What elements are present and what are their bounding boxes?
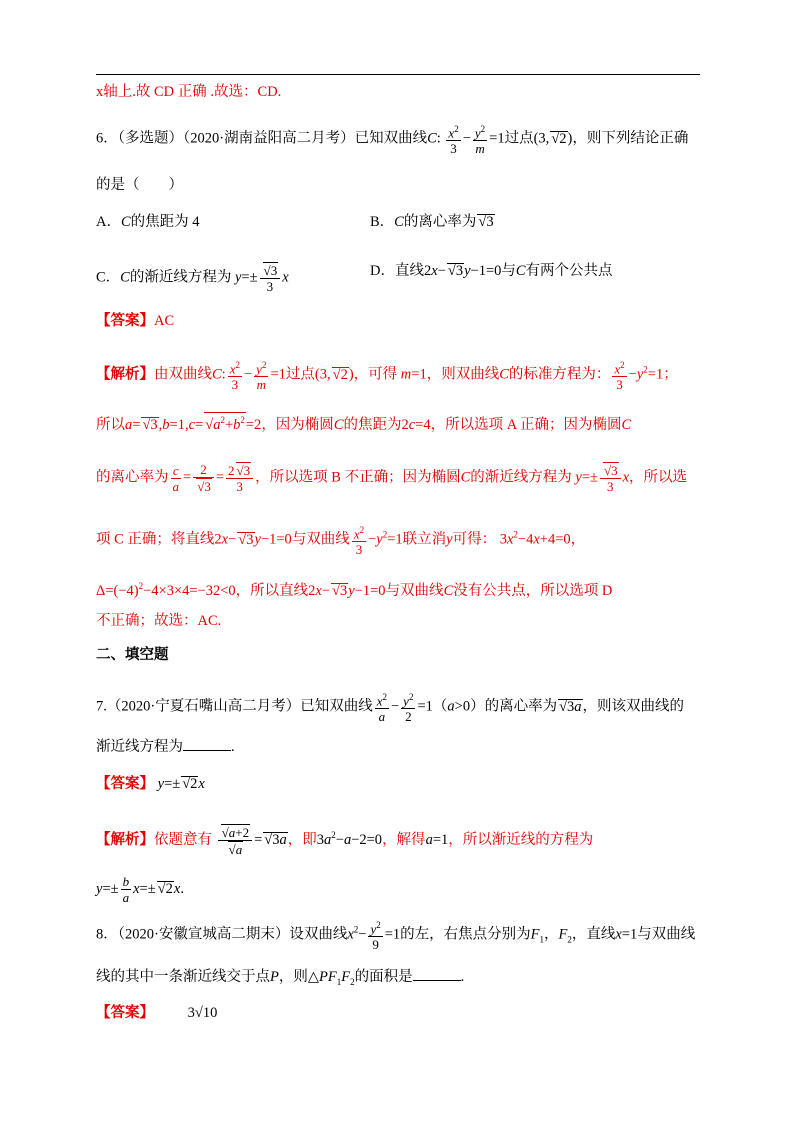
fraction: $\frac{x^2}{3}$ (448, 124, 459, 157)
q8-stem: 8．（2020·安徽宣城高二期末）设双曲线 (96, 926, 348, 943)
answer-8 (96, 1004, 217, 1022)
sol6-text: 由双曲线 (154, 366, 212, 383)
q8-text: ，则 (278, 969, 308, 985)
solution-6-line-3: 的离心率为 $\frac{c}{a}$ = 2 √ 3 = $\frac{2√ 3}{3}$ ，所以选项 B 不正确；因为椭圆C的渐近线方程为 y=± √ $\frac{3}{3}$ x，所以选 (96, 462, 687, 494)
q7-text: ）的离心率为 (470, 698, 558, 715)
option-d: D．直线2x−√ 3y−1=0与C有两个公共点 (370, 262, 613, 280)
answer-tag: 【答案】 (96, 1005, 154, 1021)
sol7-text: ，即 (287, 831, 317, 848)
option-d-text: 与 (501, 263, 516, 279)
solution-6-line-4: 项 C 正确；将直线2x−√ 3y−1=0与双曲线 $\frac{x^2}{3}$ $-y^2=1$联立消y可得： $3x^2-4x+4=0$， (96, 523, 585, 557)
answer-7: 【答案】 y=±√ 2x (96, 775, 205, 793)
option-c-text: 的渐近线方程为 (129, 269, 232, 286)
sol7-text: ，所以渐近线的方程为 (448, 831, 594, 848)
sol6-text: ，可得 (353, 366, 398, 383)
option-b-label: B． (370, 214, 395, 230)
option-b-text: 的离心率为 (403, 214, 477, 230)
solution-6-line-2: 所以a=√ 3,b=1,c=√ $a^2+b^2=2$，因为椭圆C的焦距为2c=4，所以选项 A 正确；因为椭圆C (96, 412, 631, 434)
sol6-text: ，则双曲线 (426, 366, 500, 383)
sol6-text: 所以 (96, 416, 125, 433)
option-d-text2: 有两个公共点 (525, 263, 613, 279)
solution-7-line-2: y=± $\frac{b}{a}$ x=±√ 2x. (96, 874, 184, 905)
q6-ask-end: 的是（ ） (96, 177, 183, 193)
section-title: 二、填空题 (96, 647, 169, 663)
fraction: √ $\frac{3}{3}$ (260, 262, 281, 294)
prev-solution-text: x轴上.故 CD 正确 .故选：CD. (96, 84, 282, 100)
option-d-label: D．直线 (370, 263, 424, 279)
sol6-text: 的离心率为 (96, 469, 169, 486)
top-rule (96, 74, 700, 75)
question-6: 6．（多选题）（2020·湖南益阳高二月考）已知双曲线C: $\frac{x^2}{3}$ − $\frac{y^2}{m}$ =1过点(3,√ 2)，则下列结论正确 (96, 122, 688, 156)
q7-text: （ (432, 698, 448, 715)
answer-blank[interactable] (183, 738, 231, 751)
solution-tag: 【解析】 (96, 831, 154, 848)
option-b: B．C的离心率为√ 3 (370, 213, 495, 231)
sol6-text: 的渐近线方程为 (470, 469, 572, 486)
solution-6-line-1: 【解析】由双曲线C: $\frac{x^2}{3}$ − $\frac{y^2}{m}$ =1过点(3,√ 2)，可得 m=1，则双曲线C的标准方程为： $\frac{x^2}{3}$ $-y^2=1$； (96, 358, 678, 392)
question-7-cont: 渐近线方程为 . (96, 739, 235, 755)
sol6-text: 可得： (452, 531, 497, 548)
solution-tag: 【解析】 (96, 366, 154, 383)
q6-via: 过点 (504, 130, 534, 147)
q7-stem: 7.（2020·宁夏石嘴山高二月考）已知双曲线 (96, 698, 373, 715)
section-heading (96, 646, 169, 664)
sol6-text: ，所以选 (629, 469, 688, 486)
sol6-text: 不正确；故选：AC. (96, 613, 222, 629)
q8-text: ，直线 (571, 926, 616, 943)
sol6-text: ，所以直线 (235, 582, 309, 599)
question-7: 7.（2020·宁夏石嘴山高二月考）已知双曲线 $\frac{x^2}{a}$ − $\frac{y^2}{2}$ =1（a>0）的离心率为√ 3a，则该双曲线的 (96, 690, 684, 724)
sol6-text: 与双曲线 (385, 582, 444, 599)
q6-ask: ，则下列结论正确 (572, 130, 689, 147)
sol6-text: ，所以选项 A 正确；因为椭圆 (430, 416, 622, 433)
sol6-text: 的标准方程为： (508, 366, 611, 383)
sol6-text: ，所以选项 B 不正确；因为椭圆 (255, 469, 461, 486)
q8-text: 线的其中一条渐近线交于点 (96, 969, 270, 985)
answer-value: AC (154, 313, 175, 329)
q6-stem: 6．（多选题）（2020·湖南益阳高二月考）已知双曲线 (96, 130, 428, 147)
q7-text: 渐近线方程为 (96, 739, 183, 755)
option-a: A．C的焦距为 4 (96, 214, 200, 230)
answer-tag: 【答案】 (96, 313, 154, 329)
answer-value: 3√10 (187, 1005, 218, 1021)
sol6-text: 与双曲线 (291, 531, 350, 548)
q8-text: 的左，右焦点分别为 (400, 926, 531, 943)
solution-6-line-5: $\Delta=(-4)^2-4\times 3\times 4=-32<0$，所以直线2x−√ 3y−1=0与双曲线C没有公共点，所以选项 D (96, 577, 612, 600)
sol6-text: 过点 (285, 366, 315, 383)
sol7-text: ，解得 (382, 831, 426, 848)
question-6-cont (96, 176, 183, 194)
q7-text: ，则该双曲线的 (582, 698, 685, 715)
q8-text: 与双曲线 (637, 926, 696, 943)
q8-text: 的面积是 (354, 969, 413, 985)
option-a-text: 的焦距为 4 (130, 214, 200, 230)
sol6-text: 没有公共点，所以选项 D (453, 582, 613, 599)
answer-6 (96, 312, 174, 330)
solution-7-line-1: 【解析】依题意有 √ a+2 √ a =√ 3a，即$3a^2-a-2=0$，解得a=1，所以渐近线的方程为 (96, 824, 593, 857)
option-c-label: C． (96, 269, 121, 286)
solution-6-line-6 (96, 612, 221, 630)
sol6-text: 联立消 (402, 531, 447, 548)
sol6-text: ，因为椭圆 (261, 416, 334, 433)
fraction: $\frac{y^2}{m}$ (474, 124, 486, 157)
question-8: 8．（2020·安徽宣城高二期末）设双曲线$x^2-$ $\frac{y^2}{9}$ =1的左，右焦点分别为$F_1$，$F_2$，直线x=1与双曲线 (96, 920, 696, 953)
sol6-text: 项 C 正确；将直线 (96, 531, 215, 548)
question-8-cont: 线的其中一条渐近线交于点P，则$\triangle PF_1F_2$的面积是 . (96, 969, 465, 987)
answer-blank[interactable] (413, 968, 461, 981)
sol7-text: 依题意有 (154, 831, 212, 848)
answer-tag: 【答案】 (96, 776, 154, 792)
option-a-label: A． (96, 214, 121, 230)
sol6-text: 的焦距为 (343, 416, 402, 433)
prev-solution-tail (96, 83, 281, 101)
option-c: C．C的渐近线方程为 y=± √ $\frac{3}{3}$ x (96, 262, 289, 294)
